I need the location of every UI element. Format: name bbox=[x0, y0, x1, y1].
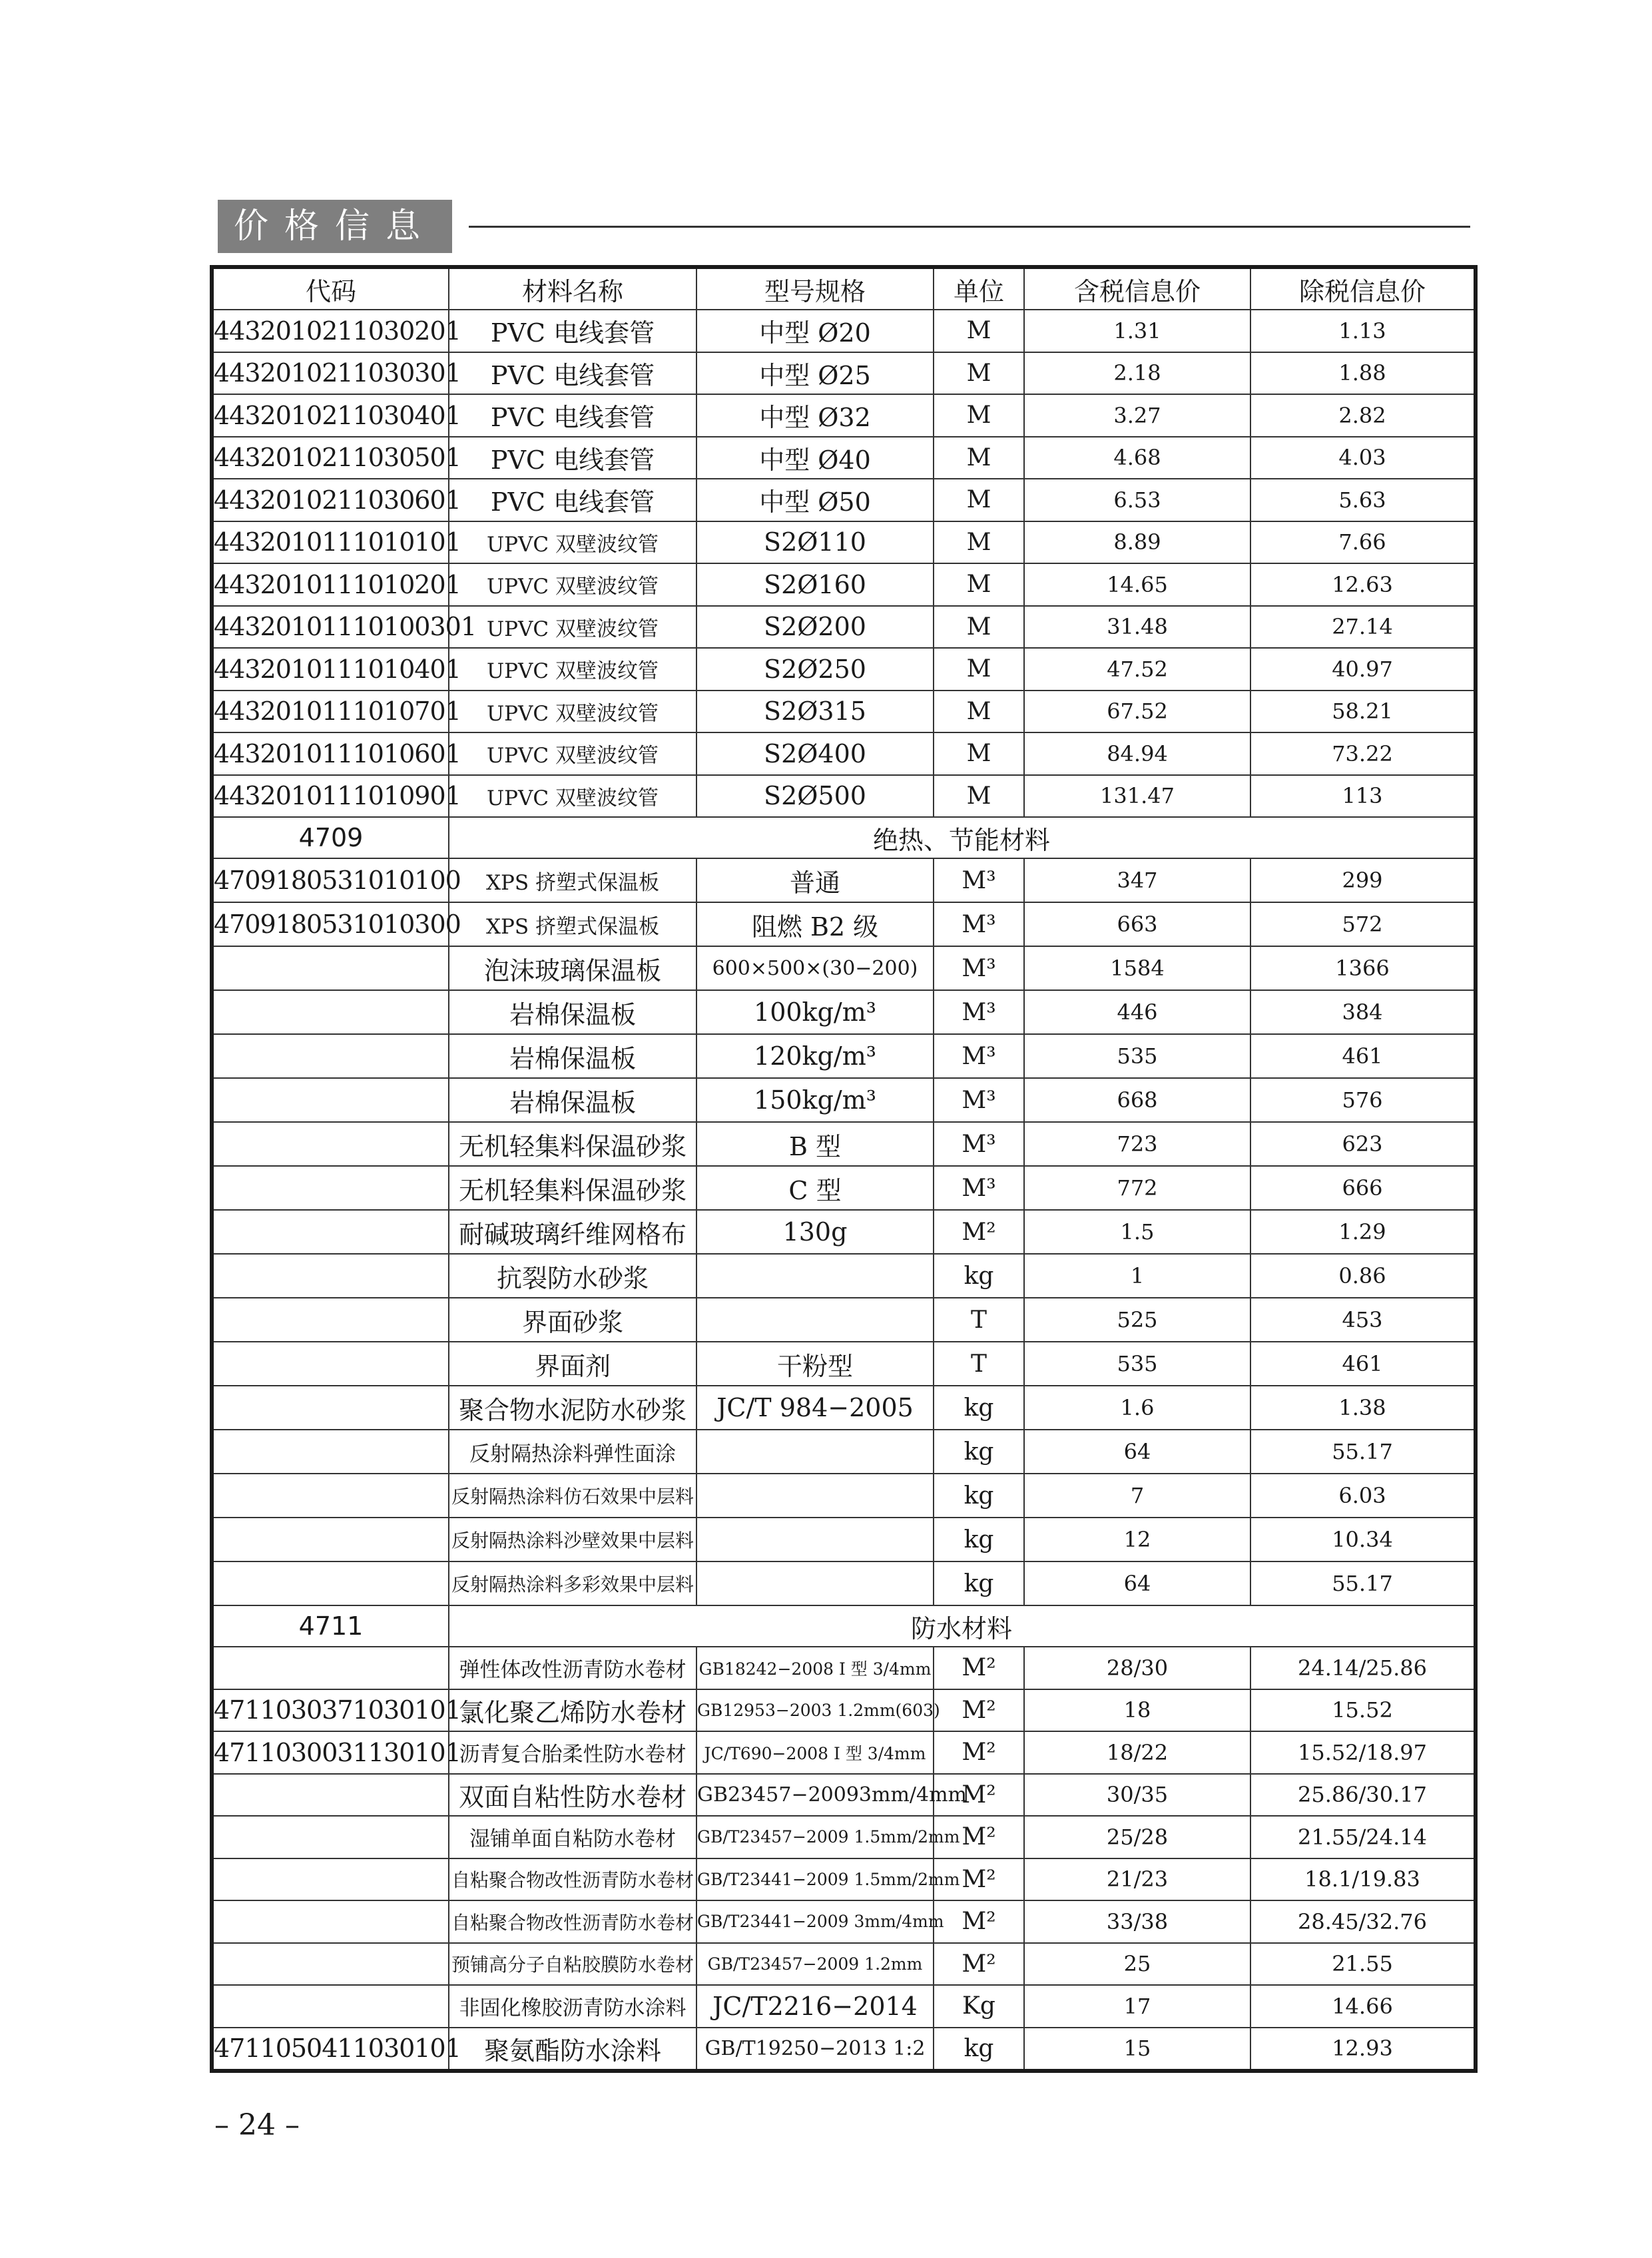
cell-notax: 1.13 bbox=[1250, 310, 1476, 352]
cell-spec bbox=[696, 1518, 934, 1561]
cell-tax: 18 bbox=[1024, 1689, 1250, 1732]
cell-tax: 14.65 bbox=[1024, 563, 1250, 606]
cell-name: 反射隔热涂料沙壁效果中层料 bbox=[449, 1518, 696, 1561]
cell-spec: 干粉型 bbox=[696, 1342, 934, 1386]
cell-tax: 347 bbox=[1024, 858, 1250, 902]
cell-unit: M² bbox=[934, 1210, 1024, 1254]
cell-tax: 772 bbox=[1024, 1166, 1250, 1210]
cell-code: 4432010111010201 bbox=[212, 563, 449, 606]
cell-code: 4711050411030101 bbox=[212, 2028, 449, 2072]
table-row bbox=[212, 691, 1476, 733]
cell-name: 岩棉保温板 bbox=[449, 1034, 696, 1078]
cell-code bbox=[212, 1122, 449, 1166]
cell-spec bbox=[696, 1254, 934, 1298]
cell-spec: JC/T 984−2005 bbox=[696, 1386, 934, 1430]
cell-tax: 1.31 bbox=[1024, 310, 1250, 352]
cell-name: 湿铺单面自粘防水卷材 bbox=[449, 1816, 696, 1858]
group-row bbox=[212, 1605, 1476, 1647]
cell-unit: T bbox=[934, 1342, 1024, 1386]
cell-name: 界面砂浆 bbox=[449, 1298, 696, 1342]
cell-notax: 25.86/30.17 bbox=[1250, 1774, 1476, 1817]
cell-code bbox=[212, 1078, 449, 1122]
cell-tax: 17 bbox=[1024, 1985, 1250, 2028]
cell-tax: 1584 bbox=[1024, 946, 1250, 990]
cell-unit: M bbox=[934, 775, 1024, 818]
cell-notax: 0.86 bbox=[1250, 1254, 1476, 1298]
table-row bbox=[212, 1985, 1476, 2028]
table-row bbox=[212, 775, 1476, 818]
cell-notax: 55.17 bbox=[1250, 1561, 1476, 1605]
cell-tax: 4.68 bbox=[1024, 437, 1250, 479]
cell-code bbox=[212, 1298, 449, 1342]
cell-unit: M³ bbox=[934, 990, 1024, 1034]
cell-unit: M² bbox=[934, 1816, 1024, 1858]
cell-notax: 12.93 bbox=[1250, 2028, 1476, 2072]
cell-notax: 453 bbox=[1250, 1298, 1476, 1342]
cell-spec: S2Ø110 bbox=[696, 521, 934, 564]
cell-code bbox=[212, 1561, 449, 1605]
cell-code: 44320101110100301 bbox=[212, 606, 449, 649]
cell-unit: M³ bbox=[934, 858, 1024, 902]
cell-notax: 15.52 bbox=[1250, 1689, 1476, 1732]
cell-name: 自粘聚合物改性沥青防水卷材 bbox=[449, 1858, 696, 1901]
table-row bbox=[212, 902, 1476, 946]
cell-code: 4432010211030401 bbox=[212, 394, 449, 437]
table-row bbox=[212, 563, 1476, 606]
cell-spec: C 型 bbox=[696, 1166, 934, 1210]
cell-notax: 10.34 bbox=[1250, 1518, 1476, 1561]
table-row bbox=[212, 1298, 1476, 1342]
cell-name: UPVC 双壁波纹管 bbox=[449, 648, 696, 691]
cell-unit: kg bbox=[934, 1254, 1024, 1298]
cell-name: UPVC 双壁波纹管 bbox=[449, 521, 696, 564]
cell-unit: M² bbox=[934, 1858, 1024, 1901]
cell-code bbox=[212, 1430, 449, 1474]
cell-unit: M³ bbox=[934, 902, 1024, 946]
cell-tax: 1 bbox=[1024, 1254, 1250, 1298]
cell-name: 岩棉保温板 bbox=[449, 990, 696, 1034]
cell-name: 氯化聚乙烯防水卷材 bbox=[449, 1689, 696, 1732]
cell-tax: 3.27 bbox=[1024, 394, 1250, 437]
cell-name: XPS 挤塑式保温板 bbox=[449, 902, 696, 946]
cell-name: 耐碱玻璃纤维网格布 bbox=[449, 1210, 696, 1254]
cell-unit: M bbox=[934, 606, 1024, 649]
cell-code: 4432010211030301 bbox=[212, 352, 449, 395]
cell-tax: 18/22 bbox=[1024, 1731, 1250, 1774]
table-header-row bbox=[212, 267, 1476, 310]
cell-tax: 25/28 bbox=[1024, 1816, 1250, 1858]
cell-notax: 623 bbox=[1250, 1122, 1476, 1166]
group-row bbox=[212, 817, 1476, 858]
cell-tax: 30/35 bbox=[1024, 1774, 1250, 1817]
cell-code: 4432010111010901 bbox=[212, 775, 449, 818]
cell-code bbox=[212, 1647, 449, 1689]
column-header-name: 材料名称 bbox=[449, 267, 696, 310]
cell-notax: 12.63 bbox=[1250, 563, 1476, 606]
cell-code: 4432010111010101 bbox=[212, 521, 449, 564]
cell-code bbox=[212, 1518, 449, 1561]
cell-spec bbox=[696, 1430, 934, 1474]
table-row bbox=[212, 732, 1476, 775]
cell-name: 无机轻集料保温砂浆 bbox=[449, 1166, 696, 1210]
cell-code bbox=[212, 1166, 449, 1210]
cell-spec bbox=[696, 1298, 934, 1342]
cell-spec: S2Ø315 bbox=[696, 691, 934, 733]
cell-code: 4711030371030101 bbox=[212, 1689, 449, 1732]
cell-tax: 8.89 bbox=[1024, 521, 1250, 564]
table-row bbox=[212, 946, 1476, 990]
cell-tax: 6.53 bbox=[1024, 479, 1250, 521]
cell-notax: 5.63 bbox=[1250, 479, 1476, 521]
cell-tax: 535 bbox=[1024, 1034, 1250, 1078]
cell-notax: 2.82 bbox=[1250, 394, 1476, 437]
cell-notax: 113 bbox=[1250, 775, 1476, 818]
page-number: – 24 – bbox=[214, 2108, 300, 2142]
cell-spec: GB/T23457−2009 1.5mm/2mm bbox=[696, 1816, 934, 1858]
cell-unit: M bbox=[934, 732, 1024, 775]
group-title: 防水材料 bbox=[449, 1605, 1476, 1647]
cell-tax: 64 bbox=[1024, 1561, 1250, 1605]
cell-notax: 1.38 bbox=[1250, 1386, 1476, 1430]
table-row bbox=[212, 858, 1476, 902]
cell-unit: M³ bbox=[934, 1122, 1024, 1166]
cell-code: 4711030031130101 bbox=[212, 1731, 449, 1774]
cell-code: 4432010211030501 bbox=[212, 437, 449, 479]
table-row bbox=[212, 1900, 1476, 1943]
header-rule bbox=[469, 226, 1470, 228]
cell-tax: 25 bbox=[1024, 1943, 1250, 1986]
cell-code: 4432010211030601 bbox=[212, 479, 449, 521]
cell-unit: kg bbox=[934, 1430, 1024, 1474]
cell-spec: 中型 Ø20 bbox=[696, 310, 934, 352]
cell-unit: M³ bbox=[934, 946, 1024, 990]
cell-tax: 7 bbox=[1024, 1474, 1250, 1518]
table-row bbox=[212, 1943, 1476, 1986]
cell-notax: 461 bbox=[1250, 1034, 1476, 1078]
cell-unit: kg bbox=[934, 1386, 1024, 1430]
cell-name: 反射隔热涂料仿石效果中层料 bbox=[449, 1474, 696, 1518]
cell-name: 双面自粘性防水卷材 bbox=[449, 1774, 696, 1817]
cell-tax: 663 bbox=[1024, 902, 1250, 946]
table-row bbox=[212, 1561, 1476, 1605]
table-row bbox=[212, 1166, 1476, 1210]
cell-code: 4709180531010300 bbox=[212, 902, 449, 946]
cell-name: XPS 挤塑式保温板 bbox=[449, 858, 696, 902]
cell-code: 4709180531010100 bbox=[212, 858, 449, 902]
cell-code bbox=[212, 946, 449, 990]
cell-spec: 中型 Ø50 bbox=[696, 479, 934, 521]
cell-unit: T bbox=[934, 1298, 1024, 1342]
cell-notax: 28.45/32.76 bbox=[1250, 1900, 1476, 1943]
cell-spec: S2Ø250 bbox=[696, 648, 934, 691]
cell-spec: GB/T23457−2009 1.2mm bbox=[696, 1943, 934, 1986]
cell-notax: 299 bbox=[1250, 858, 1476, 902]
cell-notax: 666 bbox=[1250, 1166, 1476, 1210]
cell-code bbox=[212, 1342, 449, 1386]
cell-spec: 中型 Ø25 bbox=[696, 352, 934, 395]
table-row bbox=[212, 1518, 1476, 1561]
table-row bbox=[212, 1858, 1476, 1901]
cell-unit: kg bbox=[934, 1474, 1024, 1518]
table-row bbox=[212, 1122, 1476, 1166]
table-row bbox=[212, 437, 1476, 479]
cell-notax: 58.21 bbox=[1250, 691, 1476, 733]
cell-notax: 384 bbox=[1250, 990, 1476, 1034]
column-header-spec: 型号规格 bbox=[696, 267, 934, 310]
table-row bbox=[212, 310, 1476, 352]
cell-tax: 64 bbox=[1024, 1430, 1250, 1474]
group-code: 4709 bbox=[212, 817, 449, 858]
cell-code bbox=[212, 1474, 449, 1518]
cell-spec: JC/T690−2008 I 型 3/4mm bbox=[696, 1731, 934, 1774]
table-row bbox=[212, 1689, 1476, 1732]
cell-unit: M bbox=[934, 479, 1024, 521]
cell-name: 界面剂 bbox=[449, 1342, 696, 1386]
column-header-notax-price: 除税信息价 bbox=[1250, 267, 1476, 310]
cell-name: UPVC 双壁波纹管 bbox=[449, 691, 696, 733]
table-row bbox=[212, 1731, 1476, 1774]
cell-tax: 131.47 bbox=[1024, 775, 1250, 818]
cell-name: 非固化橡胶沥青防水涂料 bbox=[449, 1985, 696, 2028]
cell-spec: 120kg/m³ bbox=[696, 1034, 934, 1078]
cell-notax: 14.66 bbox=[1250, 1985, 1476, 2028]
cell-notax: 576 bbox=[1250, 1078, 1476, 1122]
cell-code bbox=[212, 1900, 449, 1943]
cell-tax: 21/23 bbox=[1024, 1858, 1250, 1901]
cell-notax: 1.88 bbox=[1250, 352, 1476, 395]
table-row bbox=[212, 1816, 1476, 1858]
table-row bbox=[212, 1647, 1476, 1689]
cell-tax: 668 bbox=[1024, 1078, 1250, 1122]
table-row bbox=[212, 394, 1476, 437]
cell-unit: M bbox=[934, 691, 1024, 733]
cell-unit: Kg bbox=[934, 1985, 1024, 2028]
cell-spec: GB18242−2008 I 型 3/4mm bbox=[696, 1647, 934, 1689]
cell-unit: M² bbox=[934, 1689, 1024, 1732]
cell-notax: 27.14 bbox=[1250, 606, 1476, 649]
cell-spec: 150kg/m³ bbox=[696, 1078, 934, 1122]
cell-name: 泡沫玻璃保温板 bbox=[449, 946, 696, 990]
cell-unit: kg bbox=[934, 1518, 1024, 1561]
cell-name: 岩棉保温板 bbox=[449, 1078, 696, 1122]
cell-name: PVC 电线套管 bbox=[449, 352, 696, 395]
column-header-unit: 单位 bbox=[934, 267, 1024, 310]
cell-code bbox=[212, 1816, 449, 1858]
cell-spec: 中型 Ø40 bbox=[696, 437, 934, 479]
cell-unit: M bbox=[934, 648, 1024, 691]
cell-spec: 中型 Ø32 bbox=[696, 394, 934, 437]
cell-unit: M bbox=[934, 352, 1024, 395]
cell-name: 反射隔热涂料弹性面涂 bbox=[449, 1430, 696, 1474]
cell-notax: 40.97 bbox=[1250, 648, 1476, 691]
cell-notax: 15.52/18.97 bbox=[1250, 1731, 1476, 1774]
cell-notax: 21.55/24.14 bbox=[1250, 1816, 1476, 1858]
cell-unit: M³ bbox=[934, 1166, 1024, 1210]
cell-notax: 4.03 bbox=[1250, 437, 1476, 479]
cell-spec: S2Ø400 bbox=[696, 732, 934, 775]
cell-tax: 525 bbox=[1024, 1298, 1250, 1342]
table-row bbox=[212, 1078, 1476, 1122]
cell-tax: 31.48 bbox=[1024, 606, 1250, 649]
cell-code bbox=[212, 1985, 449, 2028]
table-row bbox=[212, 1474, 1476, 1518]
cell-notax: 572 bbox=[1250, 902, 1476, 946]
cell-spec: 普通 bbox=[696, 858, 934, 902]
cell-code bbox=[212, 1943, 449, 1986]
table-row bbox=[212, 606, 1476, 649]
cell-tax: 15 bbox=[1024, 2028, 1250, 2072]
cell-name: PVC 电线套管 bbox=[449, 394, 696, 437]
cell-spec: GB/T19250−2013 1:2 bbox=[696, 2028, 934, 2072]
cell-name: 预铺高分子自粘胶膜防水卷材 bbox=[449, 1943, 696, 1986]
table-row bbox=[212, 648, 1476, 691]
table-row bbox=[212, 479, 1476, 521]
cell-spec: GB12953−2003 1.2mm(603) bbox=[696, 1689, 934, 1732]
cell-notax: 55.17 bbox=[1250, 1430, 1476, 1474]
price-table bbox=[210, 265, 1478, 2073]
cell-name: PVC 电线套管 bbox=[449, 479, 696, 521]
cell-spec: 600×500×(30−200) bbox=[696, 946, 934, 990]
cell-spec: GB/T23441−2009 3mm/4mm bbox=[696, 1900, 934, 1943]
table-row bbox=[212, 1386, 1476, 1430]
cell-code bbox=[212, 1774, 449, 1817]
cell-unit: M bbox=[934, 521, 1024, 564]
cell-spec: JC/T2216−2014 bbox=[696, 1985, 934, 2028]
cell-unit: kg bbox=[934, 1561, 1024, 1605]
cell-name: 无机轻集料保温砂浆 bbox=[449, 1122, 696, 1166]
cell-name: UPVC 双壁波纹管 bbox=[449, 563, 696, 606]
section-title: 价格信息 bbox=[218, 200, 452, 253]
table-row bbox=[212, 1342, 1476, 1386]
cell-spec: B 型 bbox=[696, 1122, 934, 1166]
cell-code: 4432010111010601 bbox=[212, 732, 449, 775]
table-row bbox=[212, 990, 1476, 1034]
cell-unit: M bbox=[934, 437, 1024, 479]
cell-tax: 84.94 bbox=[1024, 732, 1250, 775]
cell-unit: M² bbox=[934, 1900, 1024, 1943]
cell-name: UPVC 双壁波纹管 bbox=[449, 606, 696, 649]
cell-tax: 12 bbox=[1024, 1518, 1250, 1561]
cell-spec: S2Ø200 bbox=[696, 606, 934, 649]
table-row bbox=[212, 1430, 1476, 1474]
cell-spec: GB23457−20093mm/4mm bbox=[696, 1774, 934, 1817]
cell-code: 4432010211030201 bbox=[212, 310, 449, 352]
cell-name: 聚氨酯防水涂料 bbox=[449, 2028, 696, 2072]
cell-notax: 73.22 bbox=[1250, 732, 1476, 775]
cell-spec: S2Ø500 bbox=[696, 775, 934, 818]
cell-notax: 461 bbox=[1250, 1342, 1476, 1386]
cell-tax: 47.52 bbox=[1024, 648, 1250, 691]
cell-code: 4432010111010401 bbox=[212, 648, 449, 691]
cell-tax: 446 bbox=[1024, 990, 1250, 1034]
cell-notax: 21.55 bbox=[1250, 1943, 1476, 1986]
cell-notax: 7.66 bbox=[1250, 521, 1476, 564]
table-row bbox=[212, 1774, 1476, 1817]
table-row bbox=[212, 352, 1476, 395]
cell-tax: 2.18 bbox=[1024, 352, 1250, 395]
cell-spec bbox=[696, 1561, 934, 1605]
cell-spec: 阻燃 B2 级 bbox=[696, 902, 934, 946]
cell-code: 4432010111010701 bbox=[212, 691, 449, 733]
cell-tax: 33/38 bbox=[1024, 1900, 1250, 1943]
cell-code bbox=[212, 990, 449, 1034]
cell-tax: 1.5 bbox=[1024, 1210, 1250, 1254]
table-row bbox=[212, 2028, 1476, 2072]
cell-code bbox=[212, 1254, 449, 1298]
cell-unit: M bbox=[934, 394, 1024, 437]
cell-spec: 130g bbox=[696, 1210, 934, 1254]
cell-notax: 1366 bbox=[1250, 946, 1476, 990]
cell-notax: 18.1/19.83 bbox=[1250, 1858, 1476, 1901]
table-row bbox=[212, 1034, 1476, 1078]
cell-name: UPVC 双壁波纹管 bbox=[449, 732, 696, 775]
cell-notax: 6.03 bbox=[1250, 1474, 1476, 1518]
cell-code bbox=[212, 1858, 449, 1901]
cell-name: 抗裂防水砂浆 bbox=[449, 1254, 696, 1298]
cell-notax: 1.29 bbox=[1250, 1210, 1476, 1254]
cell-code bbox=[212, 1034, 449, 1078]
column-header-tax-price: 含税信息价 bbox=[1024, 267, 1250, 310]
cell-tax: 28/30 bbox=[1024, 1647, 1250, 1689]
cell-name: 反射隔热涂料多彩效果中层料 bbox=[449, 1561, 696, 1605]
cell-notax: 24.14/25.86 bbox=[1250, 1647, 1476, 1689]
table-row bbox=[212, 521, 1476, 564]
cell-unit: M² bbox=[934, 1731, 1024, 1774]
cell-name: 沥青复合胎柔性防水卷材 bbox=[449, 1731, 696, 1774]
cell-spec bbox=[696, 1474, 934, 1518]
group-code: 4711 bbox=[212, 1605, 449, 1647]
cell-tax: 535 bbox=[1024, 1342, 1250, 1386]
cell-unit: M² bbox=[934, 1943, 1024, 1986]
cell-unit: M³ bbox=[934, 1034, 1024, 1078]
cell-name: 聚合物水泥防水砂浆 bbox=[449, 1386, 696, 1430]
group-title: 绝热、节能材料 bbox=[449, 817, 1476, 858]
cell-tax: 723 bbox=[1024, 1122, 1250, 1166]
column-header-code: 代码 bbox=[212, 267, 449, 310]
cell-name: 自粘聚合物改性沥青防水卷材 bbox=[449, 1900, 696, 1943]
cell-tax: 67.52 bbox=[1024, 691, 1250, 733]
table-row bbox=[212, 1254, 1476, 1298]
cell-code bbox=[212, 1210, 449, 1254]
cell-spec: S2Ø160 bbox=[696, 563, 934, 606]
cell-unit: M bbox=[934, 310, 1024, 352]
cell-tax: 1.6 bbox=[1024, 1386, 1250, 1430]
cell-unit: M² bbox=[934, 1774, 1024, 1817]
cell-code bbox=[212, 1386, 449, 1430]
cell-unit: kg bbox=[934, 2028, 1024, 2072]
table-row bbox=[212, 1210, 1476, 1254]
cell-spec: GB/T23441−2009 1.5mm/2mm bbox=[696, 1858, 934, 1901]
cell-name: PVC 电线套管 bbox=[449, 310, 696, 352]
cell-name: UPVC 双壁波纹管 bbox=[449, 775, 696, 818]
cell-spec: 100kg/m³ bbox=[696, 990, 934, 1034]
cell-name: 弹性体改性沥青防水卷材 bbox=[449, 1647, 696, 1689]
cell-unit: M³ bbox=[934, 1078, 1024, 1122]
cell-unit: M bbox=[934, 563, 1024, 606]
cell-name: PVC 电线套管 bbox=[449, 437, 696, 479]
cell-unit: M² bbox=[934, 1647, 1024, 1689]
